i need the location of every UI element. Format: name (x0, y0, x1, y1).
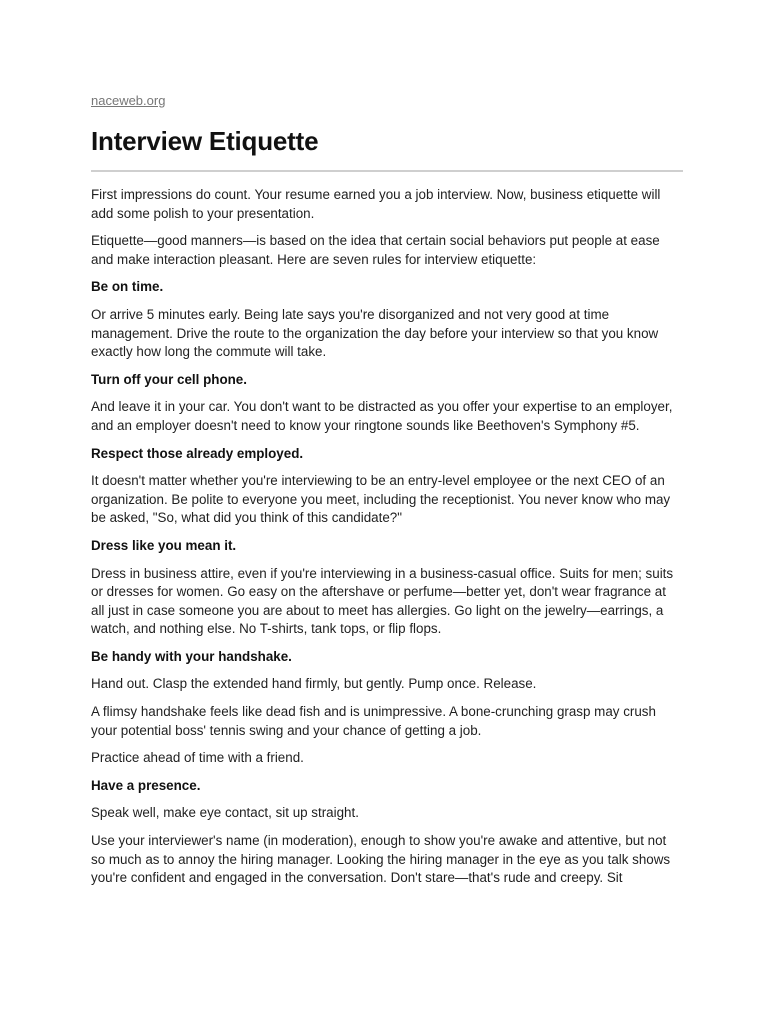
rule-paragraph: A flimsy handshake feels like dead fish and is unimpressive. A bone-crunching grasp may crush your potential boss' tennis swing and your chance of getting a job. (91, 704, 656, 738)
rule-paragraph: Dress in business attire, even if you're interviewing in a business-casual office. Suits for men; suits or dresses for women. Go easy on the aftershave or perfume—better yet, don't wear fragrance at all just in case someone you are about to meet has allergies. Go light on the jewelry—earrings, a watch, and nothing else. No T-shirts, tank tops, or flip flops. (91, 565, 674, 637)
source-link[interactable]: naceweb.org (91, 93, 166, 108)
rule-paragraph: Speak well, make eye contact, sit up straight. (91, 805, 359, 821)
rule-heading-presence: Have a presence. (91, 777, 201, 793)
rule-paragraph: Hand out. Clasp the extended hand firmly, but gently. Pump once. Release. (91, 676, 537, 692)
intro-paragraph: Etiquette—good manners—is based on the idea that certain social behaviors put people at ease and make interaction pleasant. Here are seven rules for interview etiquette: (91, 233, 660, 267)
rule-heading-handshake: Be handy with your handshake. (91, 648, 292, 664)
title-divider (91, 170, 683, 172)
rule-heading-be-on-time: Be on time. (91, 279, 164, 295)
rule-paragraph: Use your interviewer's name (in moderation), enough to show you're awake and attentive, but not so much as to annoy the hiring manager. Looking the hiring manager in the eye as you talk shows you're confident and engaged in the conversation. Don't stare—that's rude and creepy. Sit (91, 833, 671, 886)
rule-paragraph: Or arrive 5 minutes early. Being late says you're disorganized and not very good at time management. Drive the route to the organization the day before your interview so that you know exactly how long the commute will take. (91, 306, 659, 360)
rule-paragraph: It doesn't matter whether you're interviewing to be an entry-level employee or the next CEO of an organization. Be polite to everyone you meet, including the receptionist. You never know who may be asked, "So, what did you think of this candidate?" (91, 473, 671, 526)
intro-paragraph: First impressions do count. Your resume earned you a job interview. Now, business etiquette will add some polish to your presentation. (91, 187, 661, 221)
rule-paragraph: And leave it in your car. You don't want to be distracted as you offer your expertise to an employer, and an employer doesn't need to know your ringtone sounds like Beethoven's Symphony #5. (91, 399, 673, 433)
rule-heading-cell-phone: Turn off your cell phone. (91, 371, 247, 387)
rule-heading-dress: Dress like you mean it. (91, 537, 237, 553)
rule-paragraph: Practice ahead of time with a friend. (91, 750, 304, 766)
page-title: Interview Etiquette (91, 126, 319, 156)
rule-heading-respect: Respect those already employed. (91, 445, 304, 461)
article (91, 92, 683, 897)
